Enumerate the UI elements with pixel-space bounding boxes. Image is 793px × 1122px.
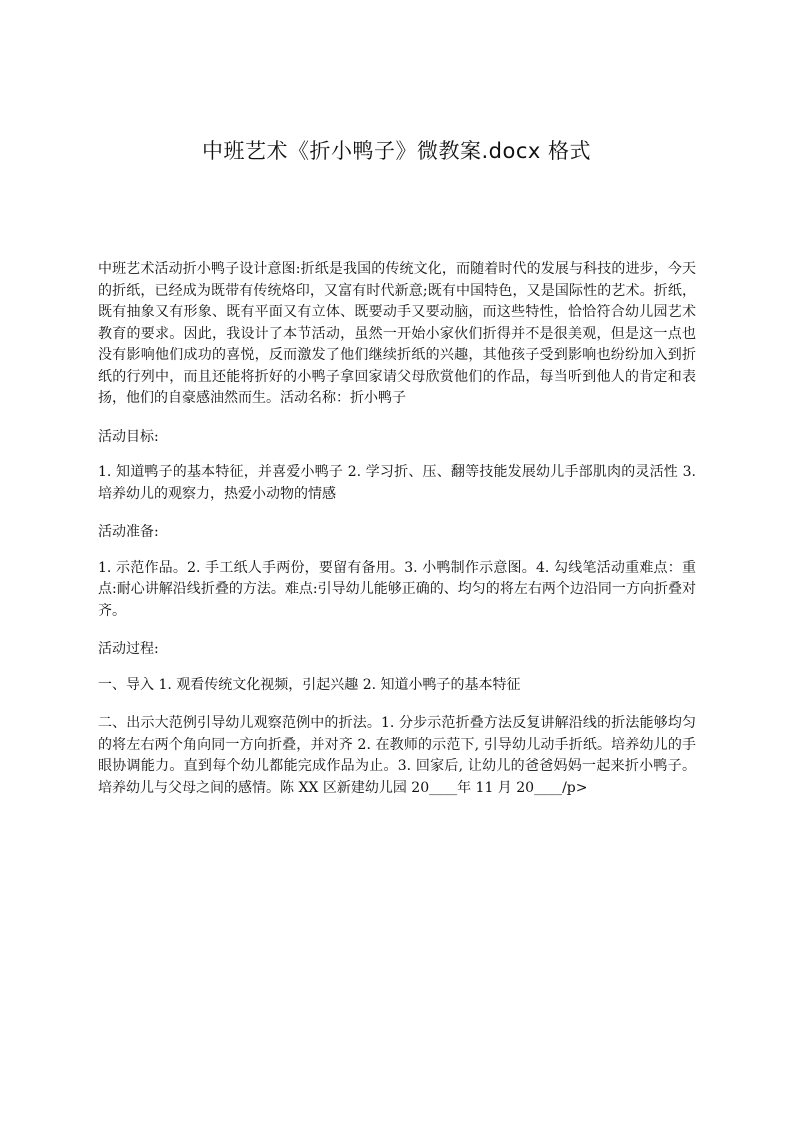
heading-activity-preparation: 活动准备: bbox=[98, 524, 159, 540]
paragraph-process-intro: 一、导入 1. 观看传统文化视频，引起兴趣 2. 知道小鸭子的基本特征 bbox=[98, 676, 521, 693]
document-title: 中班艺术《折小鸭子》微教案.docx 格式 bbox=[201, 139, 591, 163]
heading-activity-process: 活动过程: bbox=[98, 641, 159, 657]
paragraph-activity-goals: 1. 知道鸭子的基本特征，并喜爱小鸭子 2. 学习折、压、翻等技能发展幼儿手部肌肉的灵活性 3. 培养幼儿的观察力，热爱小动物的情感 bbox=[98, 464, 696, 502]
paragraph-activity-preparation: 1. 示范作品。2. 手工纸人手两份，要留有备用。3. 小鸭制作示意图。4. 勾线笔活动重难点：重点:耐心讲解沿线折叠的方法。难点:引导幼儿能够正确的、均匀的将左右两个边沿同一方向折叠对齐。 bbox=[98, 559, 696, 619]
paragraph-process-demonstration: 二、出示大范例引导幼儿观察范例中的折法。1. 分步示范折叠方法反复讲解沿线的折法能够均匀的将左右两个角向同一方向折叠，并对齐 2. 在教师的示范下, 引导幼儿动手折纸。培养幼儿的手眼协调能力。直到每个幼儿都能完成作品为止。3. 回家后, 让幼儿的爸爸妈妈一起来折小鸭子。培养幼儿与父母之间的感情。陈 XX 区新建幼儿园 20____年 11 月 20____/p> bbox=[98, 715, 696, 796]
paragraph-design-intent: 中班艺术活动折小鸭子设计意图:折纸是我国的传统文化，而随着时代的发展与科技的进步，今天的折纸，已经成为既带有传统烙印，又富有时代新意;既有中国特色，又是国际性的艺术。折纸，既有抽象又有形象、既有平面又有立体、既要动手又要动脑，而这些特性，恰恰符合幼儿园艺术教育的要求。因此，我设计了本节活动，虽然一开始小家伙们折得并不是很美观，但是这一点也没有影响他们成功的喜悦，反而激发了他们继续折纸的兴趣，其他孩子受到影响也纷纷加入到折纸的行列中，而且还能将折好的小鸭子拿回家请父母欣赏他们的作品，每当听到他人的肯定和表扬，他们的自豪感油然而生。活动名称：折小鸭子 bbox=[98, 261, 696, 406]
heading-activity-goals: 活动目标: bbox=[98, 428, 159, 445]
document-body bbox=[98, 259, 696, 816]
